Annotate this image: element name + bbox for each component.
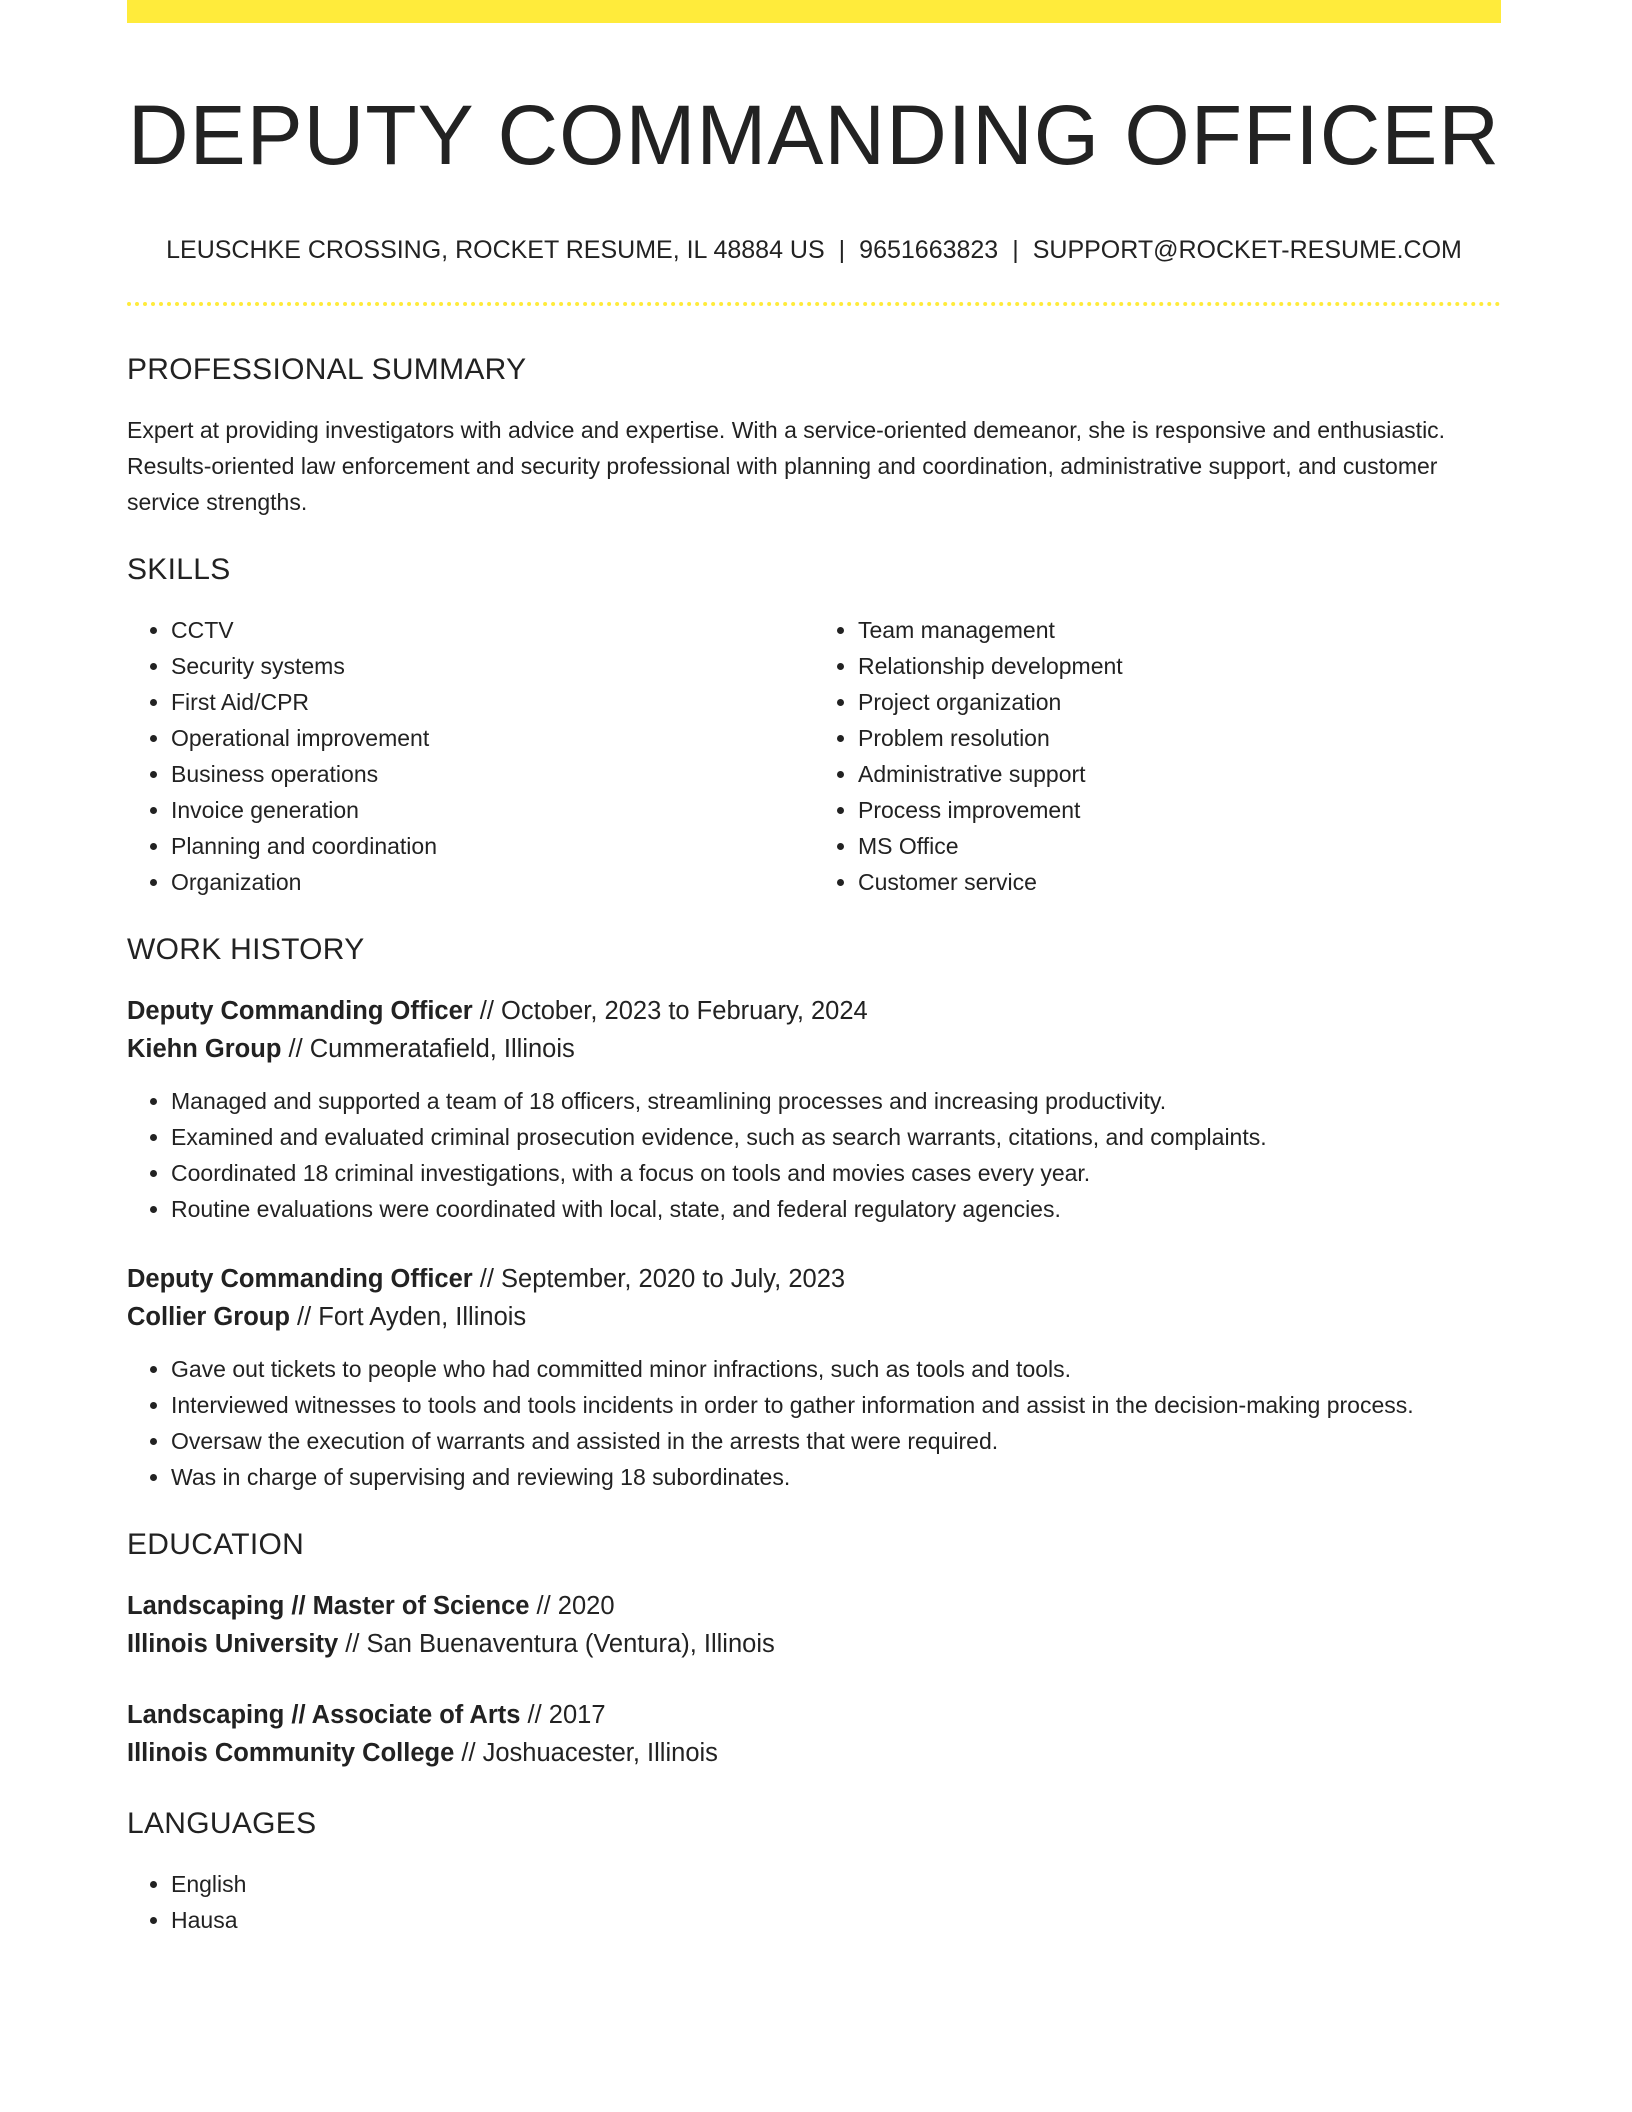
- job-title: Deputy Commanding Officer: [127, 996, 473, 1025]
- job-bullet: • Gave out tickets to people who had committed minor infractions, such as tools and tools.: [171, 1351, 1501, 1387]
- job-dates: // October, 2023 to February, 2024: [479, 996, 868, 1025]
- education-degree: Landscaping // Associate of Arts: [127, 1700, 521, 1729]
- education-heading: EDUCATION: [127, 1527, 305, 1561]
- skills-list-right: [814, 612, 1501, 900]
- skills-columns: [127, 612, 1501, 900]
- job-title-line: [127, 992, 1501, 1030]
- skill-item: • Security systems: [171, 648, 814, 684]
- job-entry: [127, 1260, 1501, 1495]
- education-degree-line: [127, 1696, 1501, 1734]
- language-item: • English: [171, 1866, 1501, 1902]
- job-company-line: [127, 1030, 1501, 1068]
- summary-heading: PROFESSIONAL SUMMARY: [127, 352, 527, 386]
- skill-item: • CCTV: [171, 612, 814, 648]
- job-title: Deputy Commanding Officer: [127, 1264, 473, 1293]
- skill-item: • Relationship development: [858, 648, 1501, 684]
- languages-section: [127, 1806, 1501, 1938]
- education-year: // 2017: [527, 1700, 606, 1729]
- education-degree-line: [127, 1587, 1501, 1625]
- education-section: [127, 1527, 1501, 1772]
- summary-section: [127, 352, 1501, 520]
- job-bullet: • Examined and evaluated criminal prosecution evidence, such as search warrants, citations, and complaints.: [171, 1119, 1501, 1155]
- contact-line: [127, 235, 1501, 265]
- job-bullet: • Oversaw the execution of warrants and assisted in the arrests that were required.: [171, 1423, 1501, 1459]
- contact-separator: |: [838, 235, 846, 264]
- skills-list-left: [127, 612, 814, 900]
- job-company: Collier Group: [127, 1302, 290, 1331]
- skill-item: • Process improvement: [858, 792, 1501, 828]
- job-bullets: [127, 1351, 1501, 1495]
- dotted-divider: [127, 302, 1501, 306]
- education-location: // San Buenaventura (Ventura), Illinois: [345, 1629, 775, 1658]
- skill-item: • MS Office: [858, 828, 1501, 864]
- skill-item: • Project organization: [858, 684, 1501, 720]
- job-company-line: [127, 1298, 1501, 1336]
- skill-item: • Team management: [858, 612, 1501, 648]
- skill-item: • Planning and coordination: [171, 828, 814, 864]
- education-year: // 2020: [536, 1591, 615, 1620]
- contact-phone: 9651663823: [859, 235, 999, 264]
- language-item: • Hausa: [171, 1902, 1501, 1938]
- education-location: // Joshuacester, Illinois: [461, 1738, 718, 1767]
- skill-item: • Organization: [171, 864, 814, 900]
- job-title-line: [127, 1260, 1501, 1298]
- job-dates: // September, 2020 to July, 2023: [479, 1264, 846, 1293]
- contact-address: LEUSCHKE CROSSING, ROCKET RESUME, IL 48884 US: [166, 235, 825, 264]
- education-entry: [127, 1696, 1501, 1772]
- skill-item: • Invoice generation: [171, 792, 814, 828]
- work-history-heading: WORK HISTORY: [127, 932, 365, 966]
- languages-heading: LANGUAGES: [127, 1806, 317, 1840]
- job-bullet: • Interviewed witnesses to tools and tools incidents in order to gather information and assist in the decision-making process.: [171, 1387, 1501, 1423]
- education-school-line: [127, 1625, 1501, 1663]
- education-degree: Landscaping // Master of Science: [127, 1591, 530, 1620]
- education-entry: [127, 1587, 1501, 1663]
- job-bullet: • Coordinated 18 criminal investigations, with a focus on tools and movies cases every year.: [171, 1155, 1501, 1191]
- education-school: Illinois Community College: [127, 1738, 455, 1767]
- skill-item: • Operational improvement: [171, 720, 814, 756]
- skill-item: • Customer service: [858, 864, 1501, 900]
- resume-page: [127, 0, 1501, 1938]
- job-bullets: [127, 1083, 1501, 1227]
- skill-item: • Administrative support: [858, 756, 1501, 792]
- job-bullet: • Managed and supported a team of 18 officers, streamlining processes and increasing productivity.: [171, 1083, 1501, 1119]
- job-location: // Cummeratafield, Illinois: [288, 1034, 575, 1063]
- skills-section: [127, 552, 1501, 900]
- skill-item: • Business operations: [171, 756, 814, 792]
- top-accent-bar: [127, 0, 1501, 23]
- skill-item: • First Aid/CPR: [171, 684, 814, 720]
- languages-list: [127, 1866, 1501, 1938]
- job-bullet: • Was in charge of supervising and reviewing 18 subordinates.: [171, 1459, 1501, 1495]
- job-location: // Fort Ayden, Illinois: [297, 1302, 527, 1331]
- work-history-section: [127, 932, 1501, 1495]
- skill-item: • Problem resolution: [858, 720, 1501, 756]
- job-company: Kiehn Group: [127, 1034, 282, 1063]
- summary-text: Expert at providing investigators with advice and expertise. With a service-oriented demeanor, she is responsive and enthusiastic. Results-oriented law enforcement and security professional with planning and coordination, administrative support, and customer service strengths.: [127, 416, 1446, 515]
- contact-email: SUPPORT@ROCKET-RESUME.COM: [1032, 235, 1462, 264]
- job-entry: [127, 992, 1501, 1227]
- contact-separator: |: [1012, 235, 1019, 264]
- education-school-line: [127, 1734, 1501, 1772]
- job-bullet: • Routine evaluations were coordinated with local, state, and federal regulatory agencies.: [171, 1191, 1501, 1227]
- education-school: Illinois University: [127, 1629, 339, 1658]
- candidate-name: DEPUTY COMMANDING OFFICER: [127, 88, 1501, 182]
- skills-heading: SKILLS: [127, 552, 231, 586]
